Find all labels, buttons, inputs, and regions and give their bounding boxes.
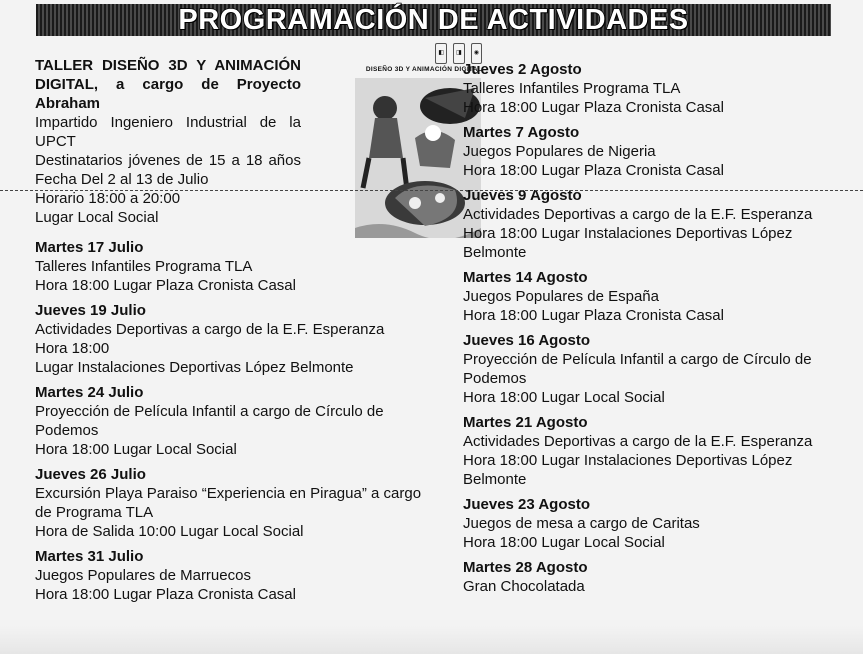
event-line: Hora 18:00 Lugar Plaza Cronista Casal [463,307,724,324]
event-item [463,558,843,596]
sponsor-logo-icon: ◉ [471,43,482,64]
event-item [463,268,843,325]
event-item [35,301,435,377]
event-line: Actividades Deportivas a cargo de la E.F. Esperanza [463,206,813,223]
event-line: Proyección de Película Infantil a cargo de Círculo de Podemos [463,351,812,387]
event-line: Talleres Infantiles Programa TLA [35,258,253,275]
event-line: Actividades Deportivas a cargo de la E.F. Esperanza [463,433,813,450]
event-date: Jueves 19 Julio [35,302,146,319]
right-column [463,60,843,602]
event-item [35,547,435,604]
event-line: Lugar Instalaciones Deportivas López Belmonte [35,359,354,376]
event-line: Juegos de mesa a cargo de Caritas [463,515,700,532]
event-date: Jueves 9 Agosto [463,187,582,204]
sponsor-logo-icon: ◧ [435,43,447,64]
event-line: Actividades Deportivas a cargo de la E.F. Esperanza [35,321,385,338]
event-line: Hora 18:00 Lugar Instalaciones Deportivas López Belmonte [463,225,793,261]
event-line: Hora 18:00 Lugar Local Social [463,389,665,406]
event-date: Martes 17 Julio [35,239,144,256]
event-line: Proyección de Película Infantil a cargo de Círculo de Podemos [35,403,384,439]
event-line: Hora 18:00 Lugar Plaza Cronista Casal [35,277,296,294]
event-line: Hora de Salida 10:00 Lugar Local Social [35,523,304,540]
event-item [463,60,843,117]
event-line: Hora 18:00 Lugar Local Social [35,441,237,458]
sponsor-logo-icon: ◨ [453,43,465,64]
event-item [35,465,435,541]
event-date: Jueves 2 Agosto [463,61,582,78]
bottom-shadow [0,626,863,654]
event-date: Martes 21 Agosto [463,414,588,431]
workshop-poster [310,48,482,238]
page-title: PROGRAMACIÓN DE ACTIVIDADES [178,3,689,36]
event-date: Martes 28 Agosto [463,559,588,576]
featured-title: TALLER DISEÑO 3D Y ANIMACIÓN DIGITAL, a cargo de Proyecto Abraham [35,57,301,112]
event-line: Talleres Infantiles Programa TLA [463,80,681,97]
event-date: Martes 7 Agosto [463,124,580,141]
fold-line [0,190,863,191]
event-date: Jueves 23 Agosto [463,496,590,513]
featured-text [35,56,301,227]
event-item [463,495,843,552]
event-item [35,238,435,295]
event-line: Hora 18:00 [35,340,110,357]
event-line: Juegos Populares de Nigeria [463,143,656,160]
event-line: Hora 18:00 Lugar Local Social [463,534,665,551]
event-date: Martes 24 Julio [35,384,144,401]
event-item [463,413,843,489]
event-item [463,123,843,180]
left-column [35,48,482,610]
event-line: Juegos Populares de Marruecos [35,567,251,584]
featured-event [35,48,482,236]
featured-line: Lugar Local Social [35,209,159,226]
poster-title: DISEÑO 3D Y ANIMACIÓN DIGITAL [365,66,482,73]
event-item [463,186,843,262]
event-line: Juegos Populares de España [463,288,659,305]
event-item [35,383,435,459]
event-date: Martes 14 Agosto [463,269,588,286]
event-line: Excursión Playa Paraiso “Experiencia en Piragua” a cargo de Programa TLA [35,485,422,521]
header-banner [36,4,831,36]
event-date: Jueves 16 Agosto [463,332,590,349]
event-line: Hora 18:00 Lugar Instalaciones Deportivas López Belmonte [463,452,793,488]
event-line: Gran Chocolatada [463,578,585,595]
event-line: Hora 18:00 Lugar Plaza Cronista Casal [463,99,724,116]
poster-logos [310,48,482,58]
event-line: Hora 18:00 Lugar Plaza Cronista Casal [463,162,724,179]
event-item [463,331,843,407]
event-date: Martes 31 Julio [35,548,144,565]
featured-line: Impartido Ingeniero Industrial de la UPCT [35,114,301,150]
featured-line: Destinatarios jóvenes de 15 a 18 años Fecha Del 2 al 13 de Julio [35,152,301,188]
event-line: Hora 18:00 Lugar Plaza Cronista Casal [35,586,296,603]
featured-line: Horario 18:00 a 20:00 [35,190,181,207]
event-date: Jueves 26 Julio [35,466,146,483]
